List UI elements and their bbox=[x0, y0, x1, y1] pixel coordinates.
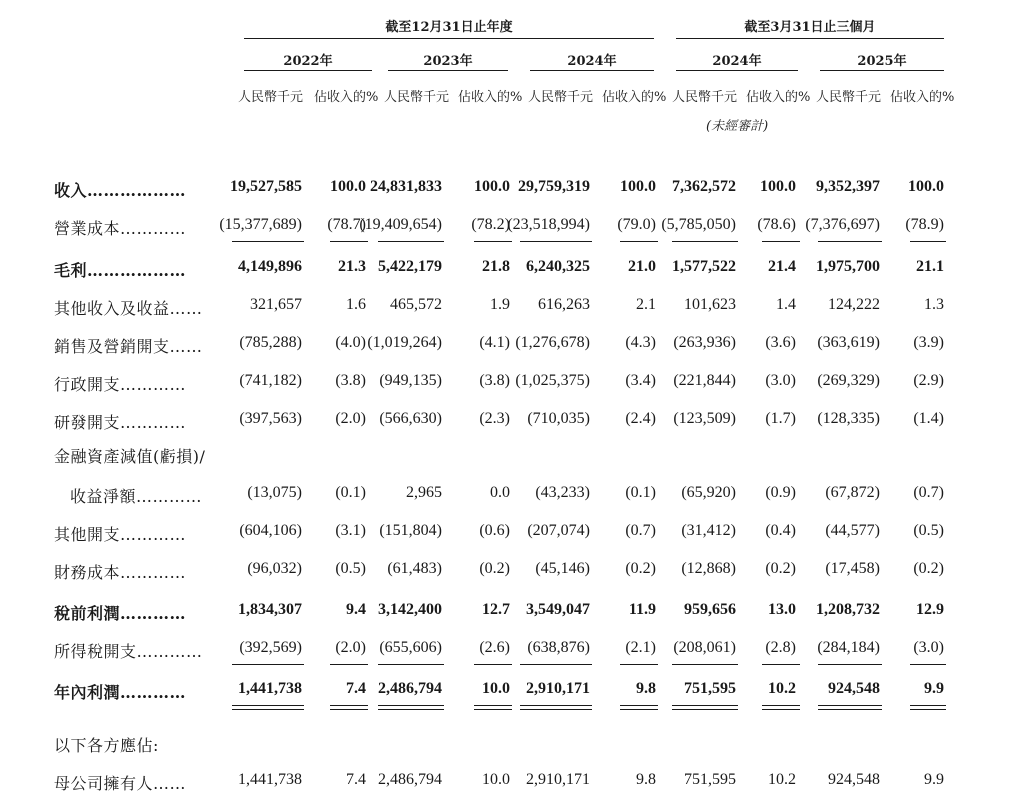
cell-pct-2024: 9.8 bbox=[636, 680, 656, 697]
year-rule-2023 bbox=[388, 70, 508, 71]
underline bbox=[520, 241, 592, 242]
cell-pct-2022: (3.8) bbox=[335, 372, 366, 389]
table-row bbox=[0, 296, 1011, 320]
cell-amount-2025-q: (269,329) bbox=[817, 372, 880, 389]
cell-pct-2023: (4.1) bbox=[479, 334, 510, 351]
cell-pct-2024-q: (78.6) bbox=[757, 216, 796, 233]
double-underline bbox=[520, 705, 592, 710]
cell-amount-2025-q: (363,619) bbox=[817, 334, 880, 351]
cell-amount-2023: (655,606) bbox=[379, 639, 442, 656]
cell-amount-2022: (604,106) bbox=[239, 522, 302, 539]
double-underline bbox=[910, 705, 946, 710]
col-header-amount-2023: 人民幣千元 bbox=[384, 90, 450, 105]
cell-pct-2024: (0.2) bbox=[625, 560, 656, 577]
underline bbox=[232, 241, 304, 242]
cell-pct-2024-q: 10.2 bbox=[768, 680, 796, 697]
underline bbox=[818, 241, 882, 242]
underline bbox=[672, 664, 738, 665]
cell-amount-2024-q: 959,656 bbox=[684, 601, 736, 618]
cell-pct-2023: (0.6) bbox=[479, 522, 510, 539]
cell-amount-2022: 19,527,585 bbox=[230, 178, 302, 195]
cell-amount-2024: 616,263 bbox=[538, 296, 590, 313]
cell-pct-2025-q: (0.5) bbox=[913, 522, 944, 539]
cell-amount-2024-q: (123,509) bbox=[673, 410, 736, 427]
underline bbox=[762, 664, 800, 665]
table-row bbox=[0, 258, 1011, 282]
cell-pct-2024-q: 13.0 bbox=[768, 601, 796, 618]
cell-pct-2023: 10.0 bbox=[482, 771, 510, 788]
year-header-2024-q: 2024年 bbox=[712, 54, 762, 69]
year-rule-2024 bbox=[530, 70, 654, 71]
double-underline bbox=[818, 705, 882, 710]
cell-amount-2022: (741,182) bbox=[239, 372, 302, 389]
cell-pct-2024-q: (0.4) bbox=[765, 522, 796, 539]
cell-pct-2022: (4.0) bbox=[335, 334, 366, 351]
table-row bbox=[0, 639, 1011, 663]
table-row bbox=[0, 178, 1011, 202]
cell-pct-2024: 11.9 bbox=[628, 601, 656, 618]
col-header-pct-2024: 佔收入的% bbox=[602, 90, 667, 105]
cell-pct-2022: (2.0) bbox=[335, 410, 366, 427]
cell-amount-2022: 321,657 bbox=[250, 296, 302, 313]
cell-amount-2022: 4,149,896 bbox=[238, 258, 302, 275]
row-label: 年內利潤………… bbox=[54, 683, 187, 702]
underline bbox=[910, 664, 946, 665]
cell-pct-2023: 100.0 bbox=[474, 178, 510, 195]
year-rule-2025-q bbox=[820, 70, 944, 71]
col-header-pct-2025-q: 佔收入的% bbox=[890, 90, 955, 105]
table-row bbox=[0, 372, 1011, 396]
cell-pct-2025-q: 1.3 bbox=[924, 296, 944, 313]
cell-amount-2025-q: (284,184) bbox=[817, 639, 880, 656]
underline bbox=[330, 241, 368, 242]
cell-pct-2024-q: (0.9) bbox=[765, 484, 796, 501]
double-underline bbox=[378, 705, 444, 710]
cell-pct-2025-q: (3.9) bbox=[913, 334, 944, 351]
cell-pct-2025-q: 9.9 bbox=[924, 680, 944, 697]
cell-pct-2024: 2.1 bbox=[636, 296, 656, 313]
cell-amount-2022: (397,563) bbox=[239, 410, 302, 427]
group-header-fiscal-year: 截至12月31日止年度 bbox=[385, 20, 513, 35]
cell-pct-2023: 0.0 bbox=[490, 484, 510, 501]
cell-pct-2024-q: 100.0 bbox=[760, 178, 796, 195]
cell-amount-2023: (61,483) bbox=[387, 560, 442, 577]
cell-pct-2025-q: (2.9) bbox=[913, 372, 944, 389]
underline bbox=[818, 664, 882, 665]
cell-amount-2025-q: (67,872) bbox=[825, 484, 880, 501]
year-header-2023: 2023年 bbox=[423, 54, 473, 69]
cell-amount-2024-q: 7,362,572 bbox=[672, 178, 736, 195]
cell-pct-2022: 7.4 bbox=[346, 680, 366, 697]
cell-amount-2025-q: 1,208,732 bbox=[816, 601, 880, 618]
cell-amount-2024: (23,518,994) bbox=[507, 216, 590, 233]
cell-amount-2024: (638,876) bbox=[527, 639, 590, 656]
cell-pct-2022: (0.5) bbox=[335, 560, 366, 577]
cell-pct-2023: (3.8) bbox=[479, 372, 510, 389]
group-rule-three-months bbox=[676, 38, 944, 39]
cell-amount-2022: (13,075) bbox=[247, 484, 302, 501]
cell-pct-2024: (2.4) bbox=[625, 410, 656, 427]
cell-amount-2025-q: 1,975,700 bbox=[816, 258, 880, 275]
col-header-amount-2025-q: 人民幣千元 bbox=[816, 90, 882, 105]
cell-pct-2025-q: (1.4) bbox=[913, 410, 944, 427]
unaudited-note: (未經審計) bbox=[706, 119, 769, 134]
cell-amount-2025-q: 124,222 bbox=[828, 296, 880, 313]
cell-pct-2022: 21.3 bbox=[338, 258, 366, 275]
table-row bbox=[0, 601, 1011, 625]
col-header-pct-2024-q: 佔收入的% bbox=[746, 90, 811, 105]
cell-amount-2025-q: 924,548 bbox=[828, 771, 880, 788]
cell-amount-2024-q: 751,595 bbox=[684, 680, 736, 697]
cell-pct-2022: (2.0) bbox=[335, 639, 366, 656]
underline bbox=[762, 241, 800, 242]
cell-pct-2025-q: 21.1 bbox=[916, 258, 944, 275]
underline bbox=[474, 241, 512, 242]
cell-pct-2023: 10.0 bbox=[482, 680, 510, 697]
cell-amount-2022: (392,569) bbox=[239, 639, 302, 656]
cell-amount-2023: 2,965 bbox=[406, 484, 442, 501]
cell-pct-2025-q: 100.0 bbox=[908, 178, 944, 195]
cell-pct-2025-q: (0.2) bbox=[913, 560, 944, 577]
cell-amount-2025-q: 924,548 bbox=[828, 680, 880, 697]
cell-pct-2023: (2.6) bbox=[479, 639, 510, 656]
cell-amount-2022: 1,834,307 bbox=[238, 601, 302, 618]
table-row bbox=[0, 771, 1011, 795]
cell-pct-2024: (4.3) bbox=[625, 334, 656, 351]
cell-amount-2023: (566,630) bbox=[379, 410, 442, 427]
cell-pct-2022: 7.4 bbox=[346, 771, 366, 788]
underline bbox=[330, 664, 368, 665]
row-label: 其他收入及收益…… bbox=[54, 299, 203, 318]
col-header-pct-2023: 佔收入的% bbox=[458, 90, 523, 105]
cell-amount-2024: (710,035) bbox=[527, 410, 590, 427]
cell-amount-2023: 24,831,833 bbox=[370, 178, 442, 195]
cell-amount-2025-q: (7,376,697) bbox=[805, 216, 880, 233]
cell-pct-2023: (2.3) bbox=[479, 410, 510, 427]
table-row bbox=[0, 334, 1011, 358]
cell-pct-2024-q: (0.2) bbox=[765, 560, 796, 577]
cell-amount-2024: 3,549,047 bbox=[526, 601, 590, 618]
table-row bbox=[0, 522, 1011, 546]
col-header-amount-2022: 人民幣千元 bbox=[238, 90, 304, 105]
cell-amount-2023: 3,142,400 bbox=[378, 601, 442, 618]
cell-pct-2022: 1.6 bbox=[346, 296, 366, 313]
cell-amount-2024-q: 1,577,522 bbox=[672, 258, 736, 275]
cell-amount-2022: (785,288) bbox=[239, 334, 302, 351]
cell-pct-2024-q: (3.6) bbox=[765, 334, 796, 351]
cell-amount-2023: 2,486,794 bbox=[378, 771, 442, 788]
double-underline bbox=[762, 705, 800, 710]
underline bbox=[232, 664, 304, 665]
underline bbox=[378, 241, 444, 242]
col-header-amount-2024-q: 人民幣千元 bbox=[672, 90, 738, 105]
year-header-2022: 2022年 bbox=[283, 54, 333, 69]
table-row bbox=[0, 733, 1011, 757]
cell-amount-2024: (43,233) bbox=[535, 484, 590, 501]
cell-pct-2025-q: (78.9) bbox=[905, 216, 944, 233]
cell-amount-2023: (949,135) bbox=[379, 372, 442, 389]
row-label: 研發開支………… bbox=[54, 413, 187, 432]
cell-pct-2024: (0.1) bbox=[625, 484, 656, 501]
cell-amount-2024: 6,240,325 bbox=[526, 258, 590, 275]
double-underline bbox=[474, 705, 512, 710]
cell-amount-2025-q: (17,458) bbox=[825, 560, 880, 577]
cell-amount-2024: 2,910,171 bbox=[526, 771, 590, 788]
cell-amount-2023: (1,019,264) bbox=[367, 334, 442, 351]
group-header-three-months: 截至3月31日止三個月 bbox=[744, 20, 876, 35]
cell-amount-2025-q: (44,577) bbox=[825, 522, 880, 539]
cell-pct-2023: (78.2) bbox=[471, 216, 510, 233]
underline bbox=[378, 664, 444, 665]
row-label: 母公司擁有人…… bbox=[54, 774, 187, 793]
double-underline bbox=[232, 705, 304, 710]
table-row bbox=[0, 484, 1011, 508]
cell-pct-2022: 100.0 bbox=[330, 178, 366, 195]
group-rule-fiscal-year bbox=[244, 38, 654, 39]
cell-pct-2024-q: (3.0) bbox=[765, 372, 796, 389]
cell-amount-2023: 465,572 bbox=[390, 296, 442, 313]
cell-pct-2025-q: 9.9 bbox=[924, 771, 944, 788]
cell-amount-2022: 1,441,738 bbox=[238, 680, 302, 697]
row-label: 行政開支………… bbox=[54, 375, 187, 394]
cell-pct-2022: (0.1) bbox=[335, 484, 366, 501]
cell-amount-2023: (19,409,654) bbox=[359, 216, 442, 233]
cell-amount-2024-q: (263,936) bbox=[673, 334, 736, 351]
row-label: 收益淨額………… bbox=[70, 487, 203, 506]
row-label: 財務成本………… bbox=[54, 563, 187, 582]
cell-pct-2024: (0.7) bbox=[625, 522, 656, 539]
cell-amount-2024-q: (221,844) bbox=[673, 372, 736, 389]
cell-amount-2024: (1,276,678) bbox=[515, 334, 590, 351]
cell-pct-2024-q: 21.4 bbox=[768, 258, 796, 275]
cell-pct-2023: 1.9 bbox=[490, 296, 510, 313]
row-label: 毛利……………… bbox=[54, 261, 187, 280]
underline bbox=[620, 241, 658, 242]
row-label: 以下各方應佔: bbox=[54, 736, 159, 755]
cell-amount-2022: (96,032) bbox=[247, 560, 302, 577]
cell-amount-2024-q: (31,412) bbox=[681, 522, 736, 539]
cell-amount-2025-q: (128,335) bbox=[817, 410, 880, 427]
cell-pct-2024-q: (2.8) bbox=[765, 639, 796, 656]
cell-amount-2024-q: 751,595 bbox=[684, 771, 736, 788]
cell-amount-2024-q: (5,785,050) bbox=[661, 216, 736, 233]
col-header-pct-2022: 佔收入的% bbox=[314, 90, 379, 105]
row-label: 營業成本………… bbox=[54, 219, 187, 238]
underline bbox=[474, 664, 512, 665]
cell-amount-2024: (45,146) bbox=[535, 560, 590, 577]
cell-amount-2025-q: 9,352,397 bbox=[816, 178, 880, 195]
table-row bbox=[0, 680, 1011, 704]
cell-amount-2024: 29,759,319 bbox=[518, 178, 590, 195]
cell-pct-2024: (3.4) bbox=[625, 372, 656, 389]
table-row bbox=[0, 216, 1011, 240]
cell-amount-2023: 2,486,794 bbox=[378, 680, 442, 697]
row-label: 銷售及營銷開支…… bbox=[54, 337, 203, 356]
cell-amount-2024: (207,074) bbox=[527, 522, 590, 539]
underline bbox=[910, 241, 946, 242]
underline bbox=[672, 241, 738, 242]
row-label: 所得稅開支………… bbox=[54, 642, 203, 661]
cell-pct-2022: 9.4 bbox=[346, 601, 366, 618]
underline bbox=[620, 664, 658, 665]
cell-pct-2022: (3.1) bbox=[335, 522, 366, 539]
cell-amount-2024-q: (65,920) bbox=[681, 484, 736, 501]
cell-pct-2025-q: 12.9 bbox=[916, 601, 944, 618]
year-rule-2022 bbox=[244, 70, 372, 71]
cell-amount-2022: 1,441,738 bbox=[238, 771, 302, 788]
row-label: 其他開支………… bbox=[54, 525, 187, 544]
cell-pct-2024: 21.0 bbox=[628, 258, 656, 275]
row-label: 金融資產減值(虧損)/ bbox=[54, 447, 206, 466]
cell-amount-2024-q: 101,623 bbox=[684, 296, 736, 313]
cell-pct-2023: (0.2) bbox=[479, 560, 510, 577]
cell-pct-2024-q: (1.7) bbox=[765, 410, 796, 427]
year-header-2025-q: 2025年 bbox=[857, 54, 907, 69]
cell-pct-2025-q: (0.7) bbox=[913, 484, 944, 501]
year-rule-2024-q bbox=[676, 70, 798, 71]
double-underline bbox=[330, 705, 368, 710]
row-label: 稅前利潤………… bbox=[54, 604, 187, 623]
cell-amount-2023: (151,804) bbox=[379, 522, 442, 539]
cell-pct-2025-q: (3.0) bbox=[913, 639, 944, 656]
cell-amount-2022: (15,377,689) bbox=[219, 216, 302, 233]
double-underline bbox=[672, 705, 738, 710]
cell-amount-2024-q: (208,061) bbox=[673, 639, 736, 656]
cell-pct-2024-q: 1.4 bbox=[776, 296, 796, 313]
cell-pct-2024: (2.1) bbox=[625, 639, 656, 656]
double-underline bbox=[620, 705, 658, 710]
year-header-2024: 2024年 bbox=[567, 54, 617, 69]
cell-pct-2024: (79.0) bbox=[617, 216, 656, 233]
cell-pct-2023: 21.8 bbox=[482, 258, 510, 275]
cell-pct-2024: 9.8 bbox=[636, 771, 656, 788]
table-row bbox=[0, 410, 1011, 434]
cell-pct-2024-q: 10.2 bbox=[768, 771, 796, 788]
underline bbox=[520, 664, 592, 665]
table-row bbox=[0, 560, 1011, 584]
cell-amount-2024: 2,910,171 bbox=[526, 680, 590, 697]
row-label: 收入……………… bbox=[54, 181, 187, 200]
col-header-amount-2024: 人民幣千元 bbox=[528, 90, 594, 105]
cell-pct-2024: 100.0 bbox=[620, 178, 656, 195]
cell-amount-2024-q: (12,868) bbox=[681, 560, 736, 577]
cell-amount-2024: (1,025,375) bbox=[515, 372, 590, 389]
table-row bbox=[0, 444, 1011, 468]
cell-pct-2023: 12.7 bbox=[482, 601, 510, 618]
cell-amount-2023: 5,422,179 bbox=[378, 258, 442, 275]
cell-pct-2022: (78.7) bbox=[327, 216, 366, 233]
